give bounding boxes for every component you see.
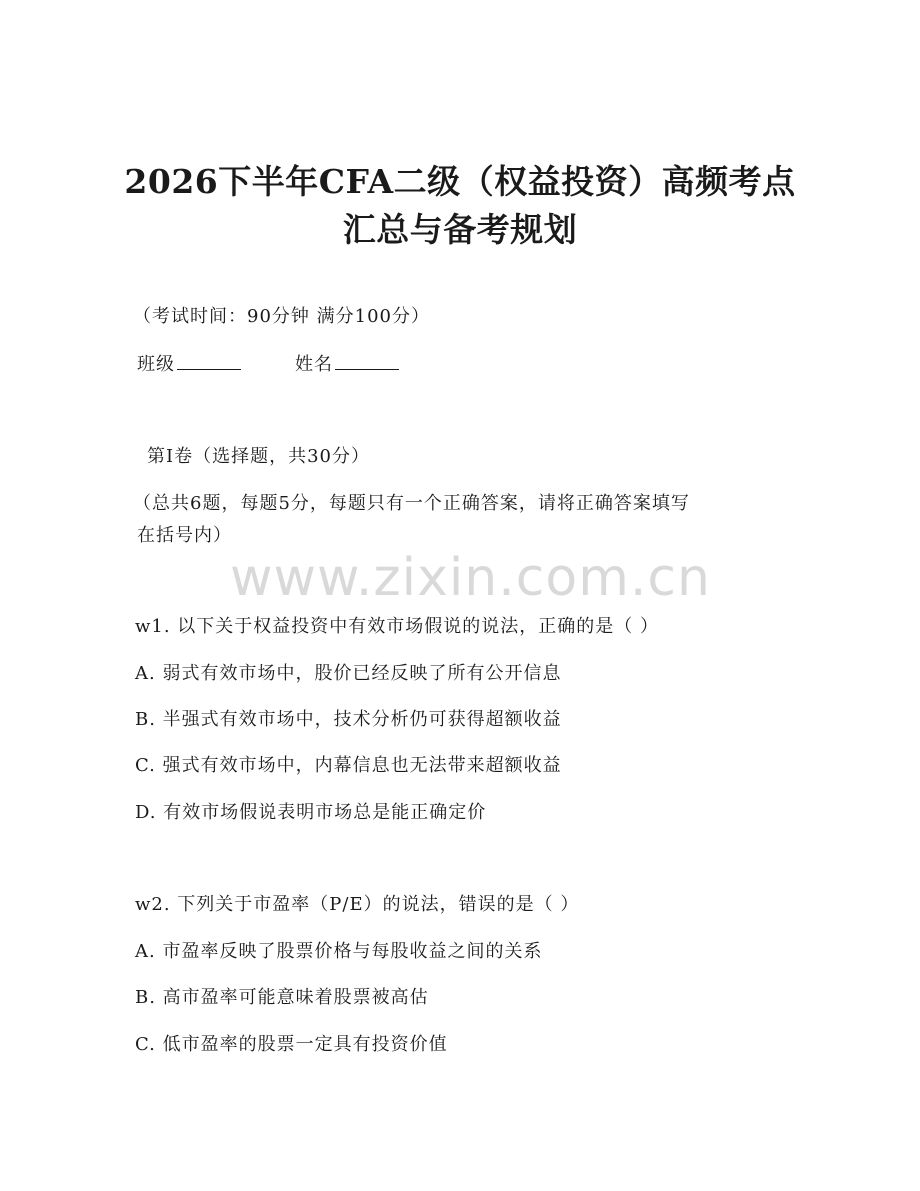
document-title-line-1: 2026下半年CFA二级（权益投资）高频考点 (124, 162, 796, 201)
watermark: www.zixin.com.cn (230, 548, 711, 608)
question-1-option-a: A. 弱式有效市场中，股价已经反映了所有公开信息 (135, 663, 562, 684)
question-1-option-b: B. 半强式有效市场中，技术分析仍可获得超额收益 (135, 709, 562, 730)
section-title: 第Ⅰ卷（选择题，共30分） (147, 446, 371, 467)
document-title-line-2: 汇总与备考规划 (342, 210, 578, 249)
question-2-stem: w2. 下列关于市盈率（P/E）的说法，错误的是（ ） (135, 894, 580, 915)
name-label: 姓名 (295, 354, 333, 375)
name-field (295, 350, 399, 376)
class-label: 班级 (137, 354, 175, 375)
question-2-option-b: B. 高市盈率可能意味着股票被高估 (135, 987, 429, 1008)
class-field (137, 350, 241, 376)
question-2-option-a: A. 市盈率反映了股票价格与每股收益之间的关系 (135, 941, 543, 962)
name-blank[interactable] (335, 351, 399, 370)
question-2-option-c: C. 低市盈率的股票一定具有投资价值 (135, 1034, 448, 1055)
exam-info: （考试时间：90分钟 满分100分） (133, 306, 430, 327)
question-1-stem: w1. 以下关于权益投资中有效市场假说的说法，正确的是（ ） (135, 616, 660, 637)
instructions-line-2: 在括号内） (137, 525, 232, 546)
instructions-line-1: （总共6题，每题5分，每题只有一个正确答案，请将正确答案填写 (133, 493, 690, 514)
question-1-option-c: C. 强式有效市场中，内幕信息也无法带来超额收益 (135, 755, 562, 776)
question-1-option-d: D. 有效市场假说表明市场总是能正确定价 (135, 802, 487, 823)
class-blank[interactable] (177, 351, 241, 370)
